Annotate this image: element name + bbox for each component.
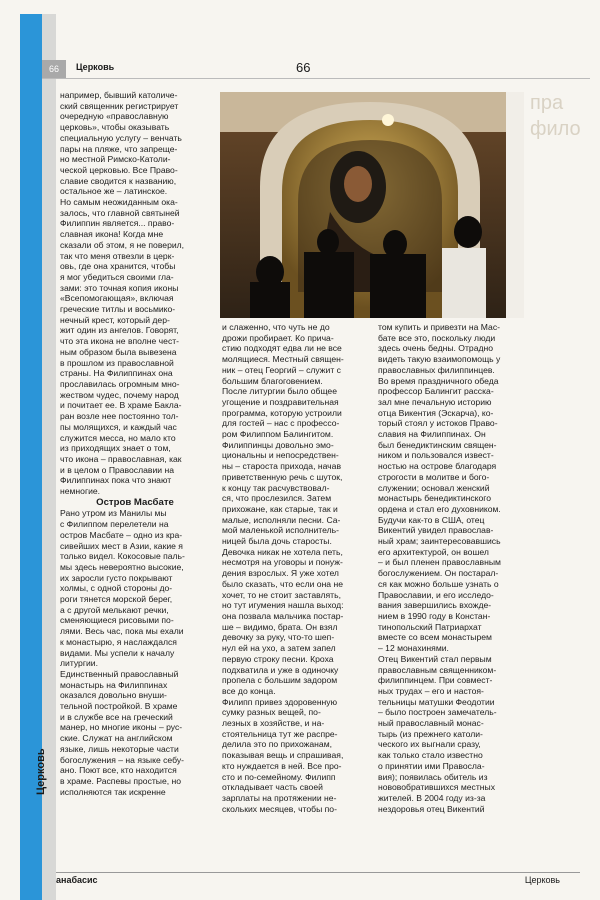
photo-illustration xyxy=(220,92,524,318)
photo-background-lettering: пра фило xyxy=(530,92,581,140)
column-1-text-b: Рано утром из Манилы мы с Филиппом перелетели на остров Масбате – одно из кра- сивейших мест в Азии, какие я только видел. Кокосовые паль- мы здесь невероятно высокие, их заросли густо покрывают холмы, с одной стороны до- роги тянется морской берег, а с другой мелькают речки, сменяющиеся рисовыми по- лями. Весь час, пока мы ехали к монастырю, я наслаждался видами. Мы успели к началу литургии. Единственный православный монастырь на Филиппинах оказался довольно внуши- тельной постройкой. В храме и в службе все на греческий манер, но многие иконы – рус- ские. Служат на английском языке, лишь некоторые части богослужения – на языке себу- ано. Поют все, кто находится в храме. Распевы простые, но исполняются так искренне xyxy=(60,508,185,797)
article-column-2: и слаженно, что чуть не до дрожи пробирает. Ко прича- стию подходят едва ли не все молящиеся. Местный священ- ник – отец Георгий – служит с большим благоговением. После литургии было общее угощение и поздравительная программа, которую устроили для гостей – нас с профессо- ром Филиппом Балингитом. Филиппинцы довольно эмо- циональны и непосредствен- ны – староста прихода, начав приветственную речь с шуток, к концу так расчувствовал- ся, что прослезился. Затем прихожане, как старые, так и малые, исполняли песни. Са- мой маленькой исполнитель- ницей была дочь старосты. Девочка никак не хотела петь, несмотря на уговоры и понуж- дения взрослых. Я уже хотел было сказать, что если она не хочет, то не стоит заставлять, но тут игумения нашла выход: она позвала мальчика постар- ше – видимо, брата. Он взял девочку за руку, что-то шеп- нул ей на ухо, а затем запел первую строку песни. Кроха подхватила и уже в одиночку пропела с большим задором все до конца. Филипп привез здоровенную сумку разных вещей, по- лезных в хозяйстве, и на- стоятельница тут же распре- делила это по прихожанам, показывая вещь и спрашивая, кто нуждается в ней. Все про- сто и по-семейному. Филипп откладывает часть своей зарплаты на протяжении не- скольких месяцев, чтобы по- xyxy=(222,322,344,814)
column-1-text-a: например, бывший католиче- ский священник регистрирует очередную «православную церковь», чтобы оказывать специальную услугу – венчать пары на пляже, что запреще- но местной Римско-Католи- ческой церковью. Все Право- славие сводится к названию, остальное же – латинское. Но самым неожиданным ока- залось, что главной святыней Филиппин является... право- славная икона! Когда мне сказали об этом, я не поверил, так что меня отвезли в церк- овь, где она хранится, чтобы я мог убедиться своими гла- зами: это точная копия иконы «Всепомогающая», включая греческие титлы и восьмико- нечный крест, который дер- жит один из ангелов. Говорят, что эта икона не вполне чест- ным образом была вывезена в прошлом из православной страны. На Филиппинах она прославилась огромным мно- жеством чудес, почему народ и почитает ее. В храме Бакла- ран возле нее постоянно тол- пы молящихся, и каждый час служится месса, но мало кто из приходящих знает о том, что икона – православная, как и в целом о Православии на Филиппинах пока что знают немногие. xyxy=(60,90,185,497)
page-footer xyxy=(56,872,580,887)
side-section-label: Церковь xyxy=(35,748,47,795)
footer-section-name: Церковь xyxy=(524,875,560,885)
header-page-number: 66 xyxy=(296,60,311,75)
page-header xyxy=(42,60,590,79)
page-number-box: 66 xyxy=(42,60,66,78)
subheading-masbate: Остров Масбате xyxy=(96,496,174,508)
footer-magazine-name: анабасис xyxy=(56,875,98,885)
article-column-1 xyxy=(60,90,210,866)
header-section-title: Церковь xyxy=(76,62,115,72)
article-column-3: том купить и привезти на Мас- бате все это, поскольку люди здесь очень бедны. Отрадно видеть такую взаимопомощь у православных филиппинцев. Во время праздничного обеда профессор Балингит расска- зал мне печальную историю отца Викентия (Эскарча), ко- торый стоял у истоков Право- славия на Филиппинах. Он был бенедиктинским священ- ником и пользовался извест- ностью на острове благодаря строгости в молитве и бого- служении; основал женский монастырь бенедиктинского ордена и стал его духовником. Будучи как-то в США, отец Викентий увидел православ- ный храм; заинтересовавшись его архитектурой, он вошел – и был пленен православным богослужением. Он постарал- ся как можно больше узнать о Православии, и его исследо- вания завершились вхожде- нием в 1990 году в Констан- тинопольский Патриархат вместе со всем монастырем – 12 монахинями. Отец Викентий стал первым православным священником- филиппинцем. При совмест- ных трудах – его и настоя- тельницы матушки Феодотии – было построен замечатель- ный православный монас- тырь (из прежнего католи- ческого их выгнали сразу, как только стало известно о принятии ими Правосла- вия); появилась обитель из нововобратившихся местных жителей. В 2004 году из-за нездоровья отец Викентий xyxy=(378,322,501,814)
church-icon-photo xyxy=(220,92,524,318)
